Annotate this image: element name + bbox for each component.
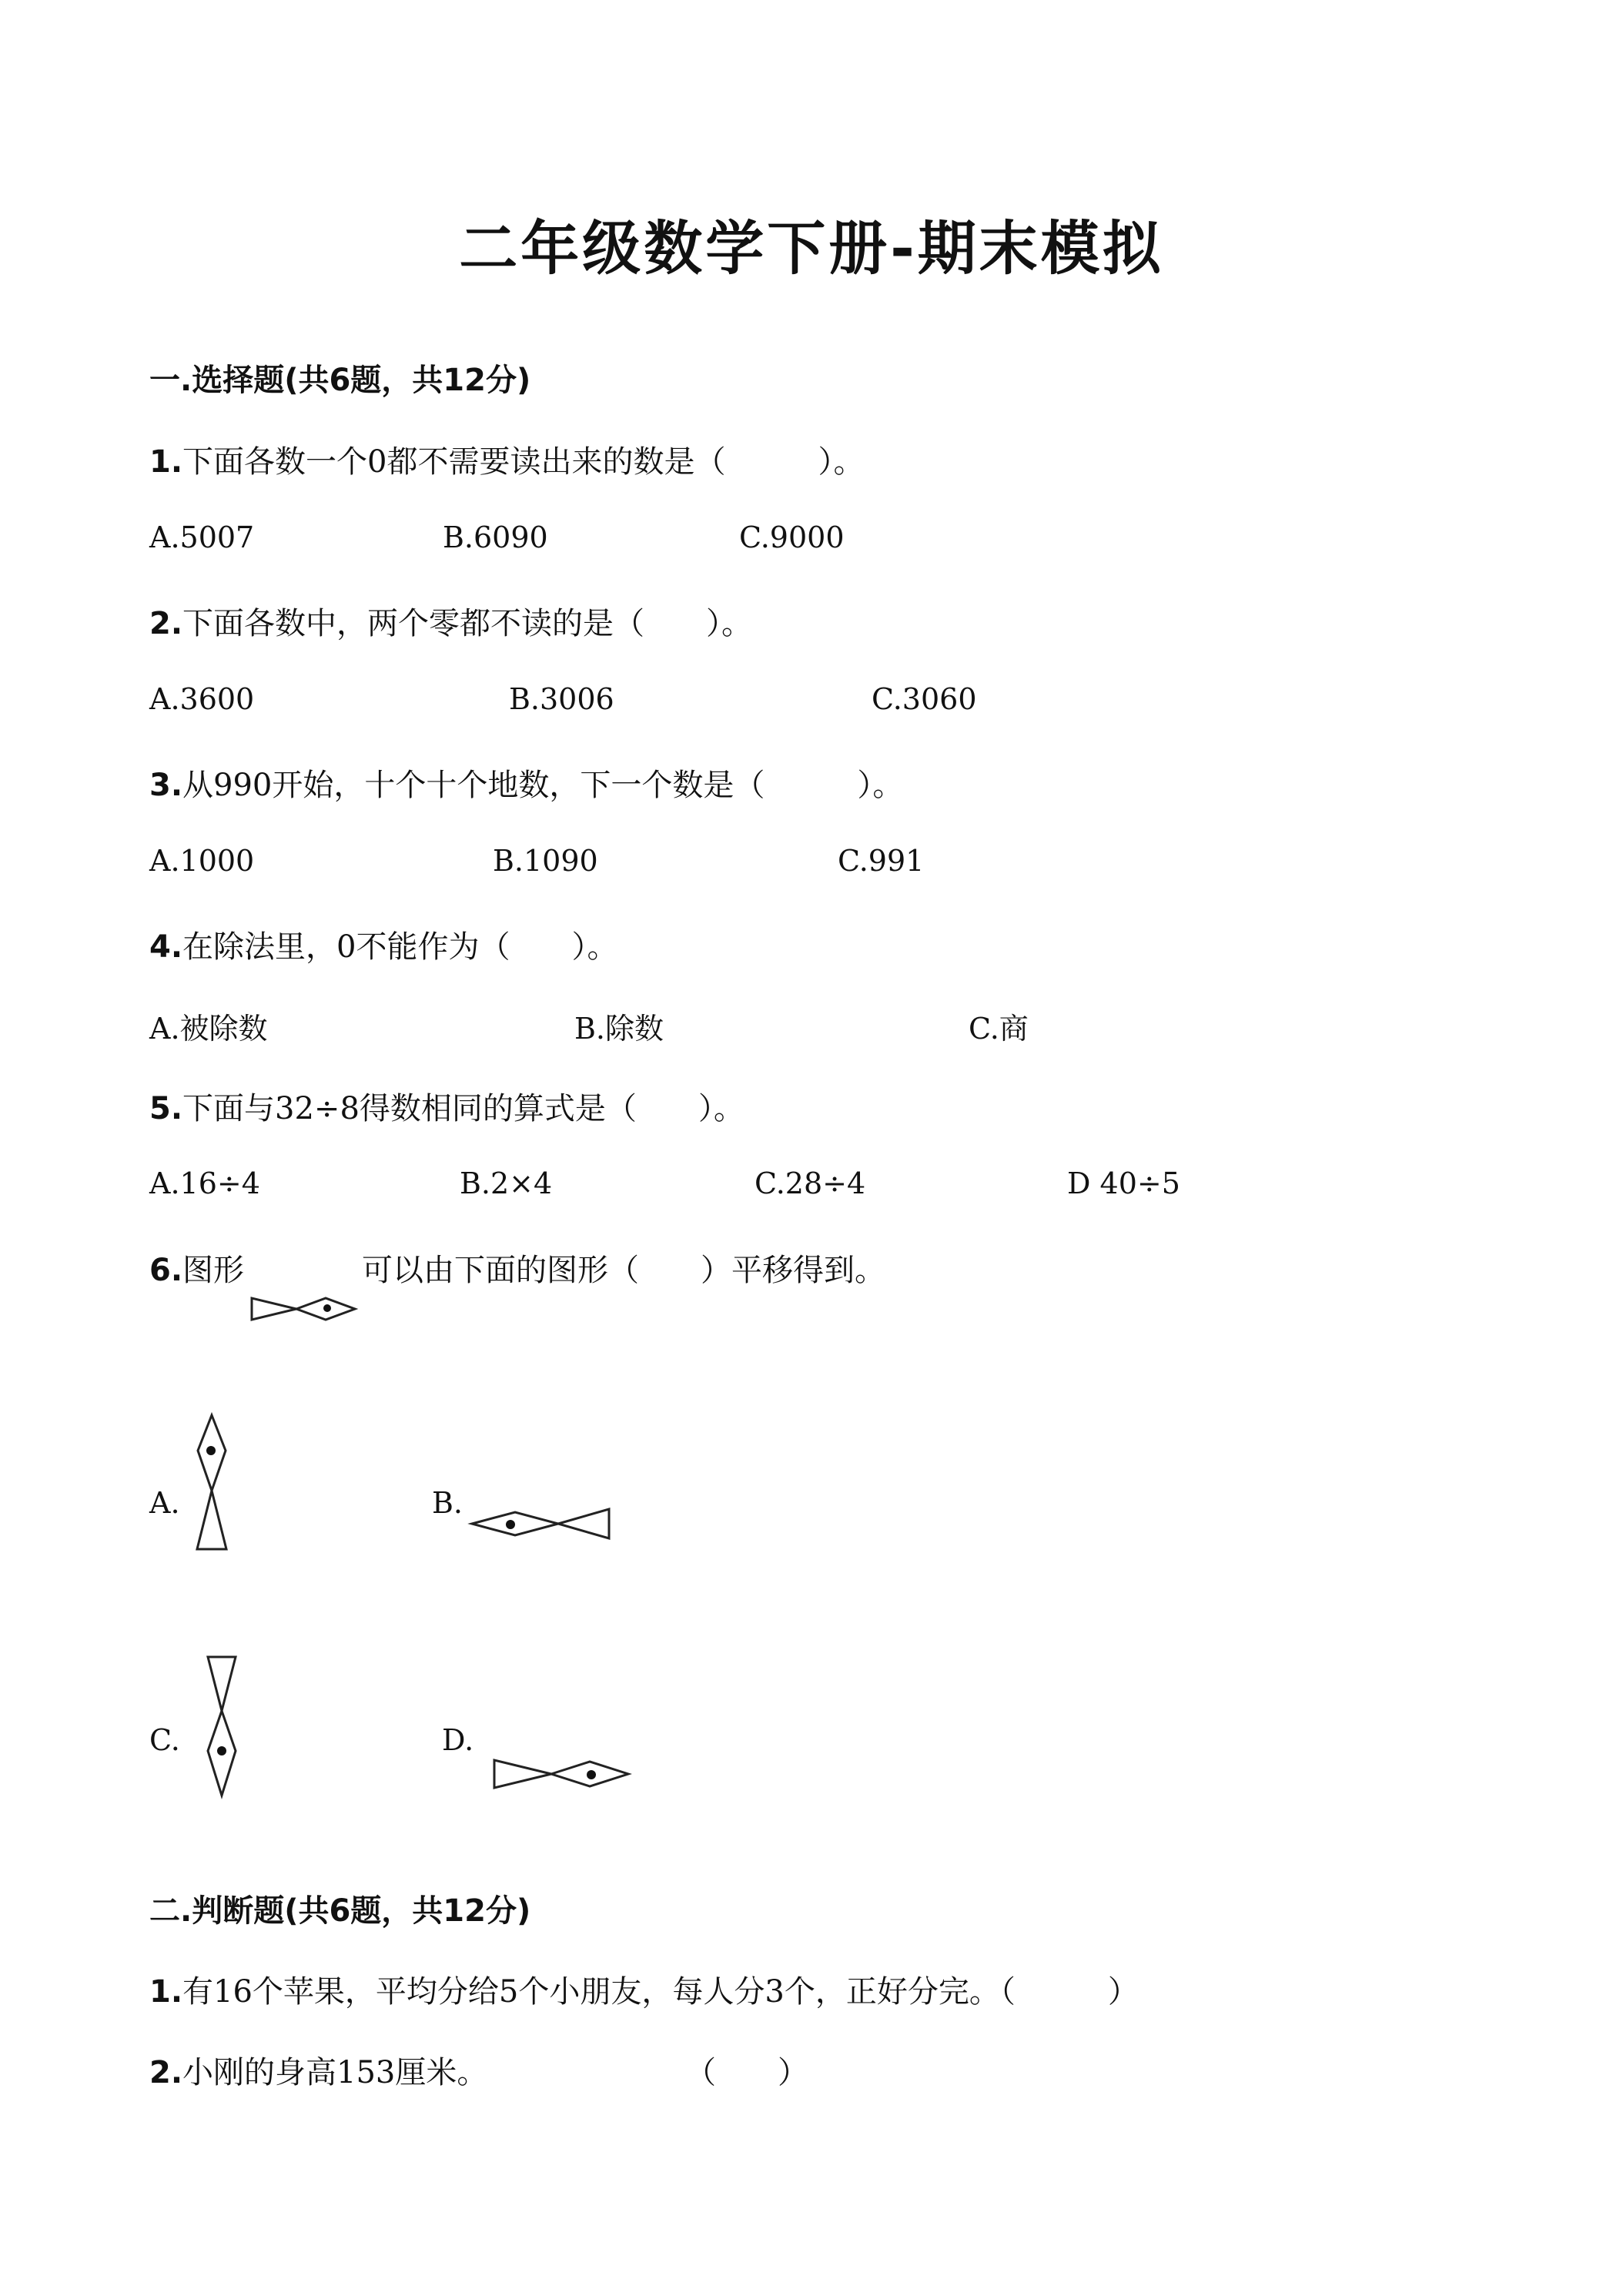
question-4 <box>149 922 617 966</box>
question-text: 有16个苹果，平均分给5个小朋友，每人分3个，正好分完。（ ） <box>182 1974 1139 2010</box>
question-text: 下面与32÷8得数相同的算式是（ ）。 <box>182 1091 745 1126</box>
q1-option-b[interactable]: B.6090 <box>443 520 548 554</box>
question-text: 从990开始，十个十个地数，下一个数是（ ）。 <box>182 768 904 803</box>
question-3 <box>149 761 903 805</box>
question-number: 1. <box>149 444 183 480</box>
question-number: 6. <box>149 1253 183 1288</box>
q1-option-c[interactable]: C.9000 <box>739 520 845 554</box>
question-text: 下面各数中，两个零都不读的是（ ）。 <box>182 606 753 641</box>
section-heading-judgement: 二.判断题(共6题，共12分) <box>149 1893 531 1929</box>
q1-option-a[interactable]: A.5007 <box>149 520 255 554</box>
q2-option-b[interactable]: B.3006 <box>509 682 614 716</box>
question-number: 2. <box>149 606 183 641</box>
question-number: 5. <box>149 1091 183 1126</box>
q6-option-b[interactable]: B. <box>432 1486 463 1520</box>
q2-option-c[interactable]: C.3060 <box>872 682 977 716</box>
question-5 <box>149 1084 745 1128</box>
question-6-text-continued: 可以由下面的图形（ ）平移得到。 <box>362 1253 885 1288</box>
q4-option-a[interactable]: A.被除数 <box>149 1012 268 1046</box>
q3-option-b[interactable]: B.1090 <box>493 844 598 878</box>
question-text: 小刚的身高153厘米。 <box>182 2055 488 2090</box>
q4-option-b[interactable]: B.除数 <box>574 1012 664 1046</box>
judgement-question-1 <box>149 1967 1139 2011</box>
section-heading-choice: 一.选择题(共6题，共12分) <box>149 363 531 398</box>
question-number: 4. <box>149 929 183 965</box>
q5-option-b[interactable]: B.2×4 <box>460 1166 553 1200</box>
q3-option-a[interactable]: A.1000 <box>149 844 255 878</box>
fish-figure-option-d[interactable] <box>491 1757 633 1791</box>
q5-option-c[interactable]: C.28÷4 <box>755 1166 866 1200</box>
question-number: 2. <box>149 2055 183 2090</box>
question-6 <box>149 1246 244 1290</box>
question-1 <box>149 437 864 481</box>
q6-option-d[interactable]: D. <box>442 1723 474 1757</box>
question-text: 图形 <box>182 1253 245 1288</box>
question-text: 下面各数一个0都不需要读出来的数是（ ）。 <box>182 444 865 480</box>
question-2 <box>149 599 752 643</box>
fish-figure-reference <box>250 1295 358 1323</box>
judgement-question-2 <box>149 2048 487 2092</box>
q6-option-c[interactable]: C. <box>149 1723 180 1757</box>
question-number: 1. <box>149 1974 183 2010</box>
q2-option-a[interactable]: A.3600 <box>149 682 255 716</box>
fish-figure-option-b[interactable] <box>469 1506 612 1541</box>
fish-figure-option-a[interactable] <box>194 1414 229 1552</box>
page-title: 二年级数学下册-期末模拟 <box>459 214 1164 283</box>
q5-option-d[interactable]: D 40÷5 <box>1067 1166 1180 1200</box>
q5-option-a[interactable]: A.16÷4 <box>149 1166 260 1200</box>
question-number: 3. <box>149 768 183 803</box>
question-text: 在除法里，0不能作为（ ）。 <box>182 929 618 965</box>
q6-option-a[interactable]: A. <box>149 1486 180 1520</box>
answer-parentheses[interactable]: （ ） <box>685 2055 808 2090</box>
fish-figure-option-c[interactable] <box>205 1654 239 1799</box>
q3-option-c[interactable]: C.991 <box>838 844 925 878</box>
q4-option-c[interactable]: C.商 <box>969 1012 1029 1046</box>
